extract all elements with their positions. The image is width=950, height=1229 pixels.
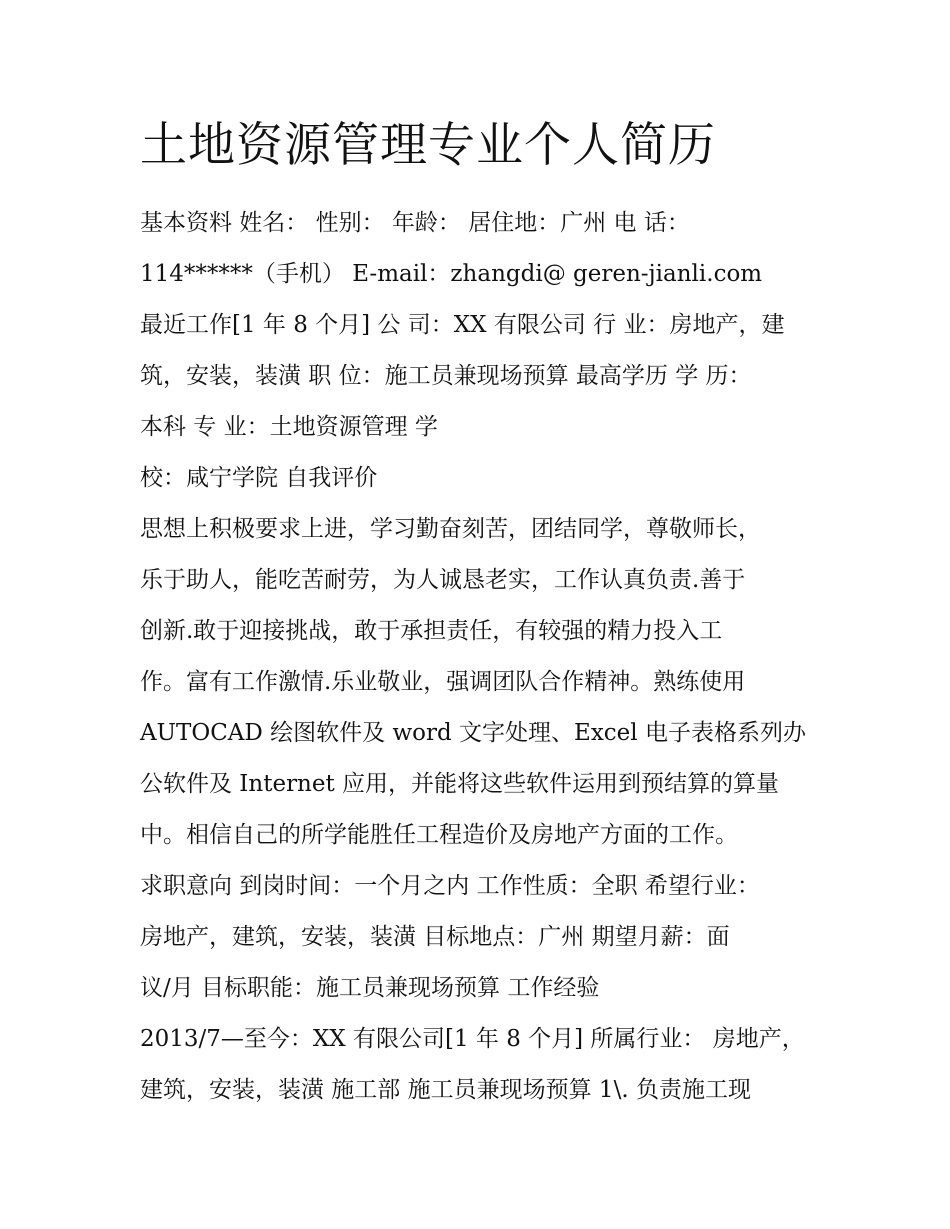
text-line: 中。相信自己的所学能胜任工程造价及房地产方面的工作。 <box>140 822 738 848</box>
text-line: 创新.敢于迎接挑战，敢于承担责任，有较强的精力投入工 <box>140 618 723 644</box>
text-line: 房地产，建筑，安装，装潢 目标地点：广州 期望月薪：面 <box>140 924 730 950</box>
text-line: 建筑，安装，装潢 施工部 施工员兼现场预算 1\. 负责施工现 <box>140 1077 751 1103</box>
text-line: 最近工作[1 年 8 个月] 公 司：XX 有限公司 行 业：房地产，建 <box>140 312 785 338</box>
text-line: 基本资料 姓名： 性别： 年龄： 居住地：广州 电 话： <box>140 210 690 236</box>
text-line: 作。富有工作激情.乐业敬业，强调团队合作精神。熟练使用 <box>140 669 746 695</box>
text-line: 思想上积极要求上进，学习勤奋刻苦，团结同学，尊敬师长， <box>140 516 761 542</box>
text-line: 2013/7—至今：XX 有限公司[1 年 8 个月] 所属行业： 房地产， <box>140 1026 805 1052</box>
text-line: 114******（手机） E-mail：zhangdi@ geren-jianli.com <box>140 261 763 287</box>
text-line: 求职意向 到岗时间：一个月之内 工作性质：全职 希望行业： <box>140 873 760 899</box>
text-line: 公软件及 Internet 应用，并能将这些软件运用到预结算的算量 <box>140 771 780 797</box>
text-line: 筑，安装，装潢 职 位：施工员兼现场预算 最高学历 学 历： <box>140 363 752 389</box>
text-line: 乐于助人，能吃苦耐劳，为人诚恳老实，工作认真负责.善于 <box>140 567 746 593</box>
resume-body <box>140 198 840 1116</box>
text-line: AUTOCAD 绘图软件及 word 文字处理、Excel 电子表格系列办 <box>140 720 806 746</box>
text-line: 校：咸宁学院 自我评价 <box>140 465 378 491</box>
page-title: 土地资源管理专业个人简历 <box>140 118 716 173</box>
text-line: 本科 专 业：土地资源管理 学 <box>140 414 438 440</box>
text-line: 议/月 目标职能：施工员兼现场预算 工作经验 <box>140 975 600 1001</box>
